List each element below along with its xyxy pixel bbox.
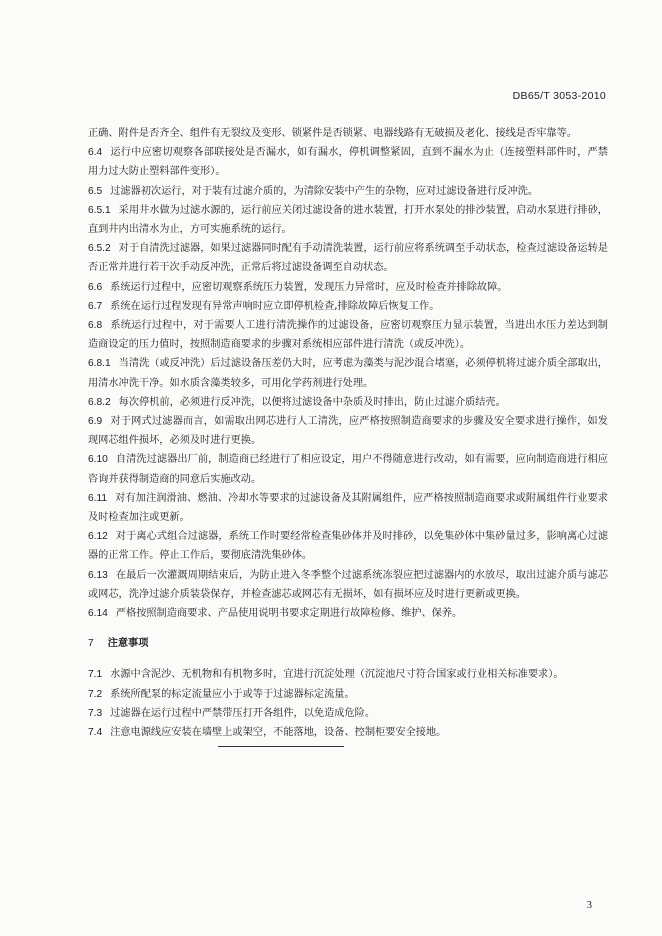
paragraph-continuation: 正确、附件是否齐全、组件有无裂纹及变形、锁紧件是否锁紧、电器线路有无破损及老化、接线是否牢靠等。 — [88, 128, 577, 139]
clause-7-2: 7.2 系统所配泵的标定流量应小于或等于过滤器标定流量。 — [88, 688, 355, 700]
clause-7-4: 7.4 注意电源线应安装在墙壁上或架空，不能落地，设备、控制柜要安全接地。 — [88, 727, 447, 739]
clause-6-14: 6.14 严格按照制造商要求、产品使用说明书要求定期进行故障检修、维护、保养。 — [88, 608, 463, 620]
clause-6-5-2: 6.5.2 对于自清洗过滤器，如果过滤器同时配有手动清洗装置，运行前应将系统调至手动状态，检查过滤设备运转是否正常并进行若干次手动反冲洗，正常后将过滤设备调至自动状态。 — [88, 243, 608, 274]
clause-6-4: 6.4 运行中应密切观察各部联接处是否漏水，如有漏水，停机调整紧固，直到不漏水为止（连接塑料部件时，严禁用力过大防止塑料部件变形）。 — [88, 147, 608, 178]
clause-6-9: 6.9 对于网式过滤器而言，如需取出网芯进行人工清洗，应严格按照制造商要求的步骤及安全要求进行操作，如发现网芯组件损坏，必须及时进行更换。 — [88, 416, 608, 447]
document-code: DB65/T 3053-2010 — [512, 90, 606, 102]
clause-6-11: 6.11 对有加注润滑油、燃油、冷却水等要求的过滤设备及其附属组件，应严格按照制造商要求或附属组件行业要求及时检查加注或更新。 — [88, 492, 608, 524]
clause-6-5: 6.5 过滤器初次运行，对于装有过滤介质的，为清除安装中产生的杂物，应对过滤设备进行反冲洗。 — [88, 185, 539, 197]
clause-6-7: 6.7 系统在运行过程发现有异常声响时应立即停机检查,排除故障后恢复工作。 — [88, 300, 440, 312]
clause-6-8: 6.8 系统运行过程中，对于需要人工进行清洗操作的过滤设备，应密切观察压力显示装置，当进出水压力差达到制造商设定的压力值时，按照制造商要求的步骤对系统相应部件进行清洗（或反冲洗）。 — [88, 320, 608, 351]
clause-7-1: 7.1 水源中含泥沙、无机物和有机物多时，宜进行沉淀处理（沉淀池尺寸符合国家或行业相关标准要求）。 — [88, 669, 564, 681]
clause-6-6: 6.6 系统运行过程中，应密切观察系统压力装置，发现压力异常时，应及时检查并排除故障。 — [88, 281, 508, 293]
clause-6-12: 6.12 对于离心式组合过滤器，系统工作时要经常检查集砂体并及时排砂，以免集砂体中集砂量过多，影响离心过滤器的正常工作。停止工作后，要彻底清洗集砂体。 — [88, 531, 608, 562]
clause-6-10: 6.10 自清洗过滤器出厂前，制造商已经进行了相应设定，用户不得随意进行改动，如有需要，应向制造商进行相应咨询并获得制造商的同意后实施改动。 — [88, 454, 608, 485]
end-of-document-rule — [218, 746, 344, 747]
document-body — [88, 124, 608, 742]
page-number: 3 — [586, 900, 592, 911]
clause-6-13: 6.13 在最后一次灌溉周期结束后，为防止进入冬季整个过滤系统冻裂应把过滤器内的水放尽，取出过滤介质与滤芯或网芯，洗净过滤介质装袋保存，并检查滤芯或网芯有无损坏，如有损坏应及时进行更新或更换。 — [88, 569, 608, 600]
clause-6-8-1: 6.8.1 当清洗（或反冲洗）后过滤设备压差仍大时，应考虑为藻类与泥沙混合堵塞，必须停机将过滤介质全部取出，用清水冲洗干净。如水质含藻类较多，可用化学药剂进行处理。 — [88, 358, 608, 389]
section-heading-7: 7 注意事项 — [88, 638, 149, 650]
clause-7-3: 7.3 过滤器在运行过程中严禁带压打开各组件，以免造成危险。 — [88, 707, 376, 719]
clause-6-8-2: 6.8.2 每次停机前，必须进行反冲洗，以便将过滤设备中杂质及时排出，防止过滤介质结壳。 — [88, 396, 506, 408]
clause-6-5-1: 6.5.1 采用井水做为过滤水源的，运行前应关闭过滤设备的进水装置，打开水泵处的排沙装置，启动水泵进行排砂，直到井内出清水为止，方可实施系统的运行。 — [88, 204, 608, 236]
